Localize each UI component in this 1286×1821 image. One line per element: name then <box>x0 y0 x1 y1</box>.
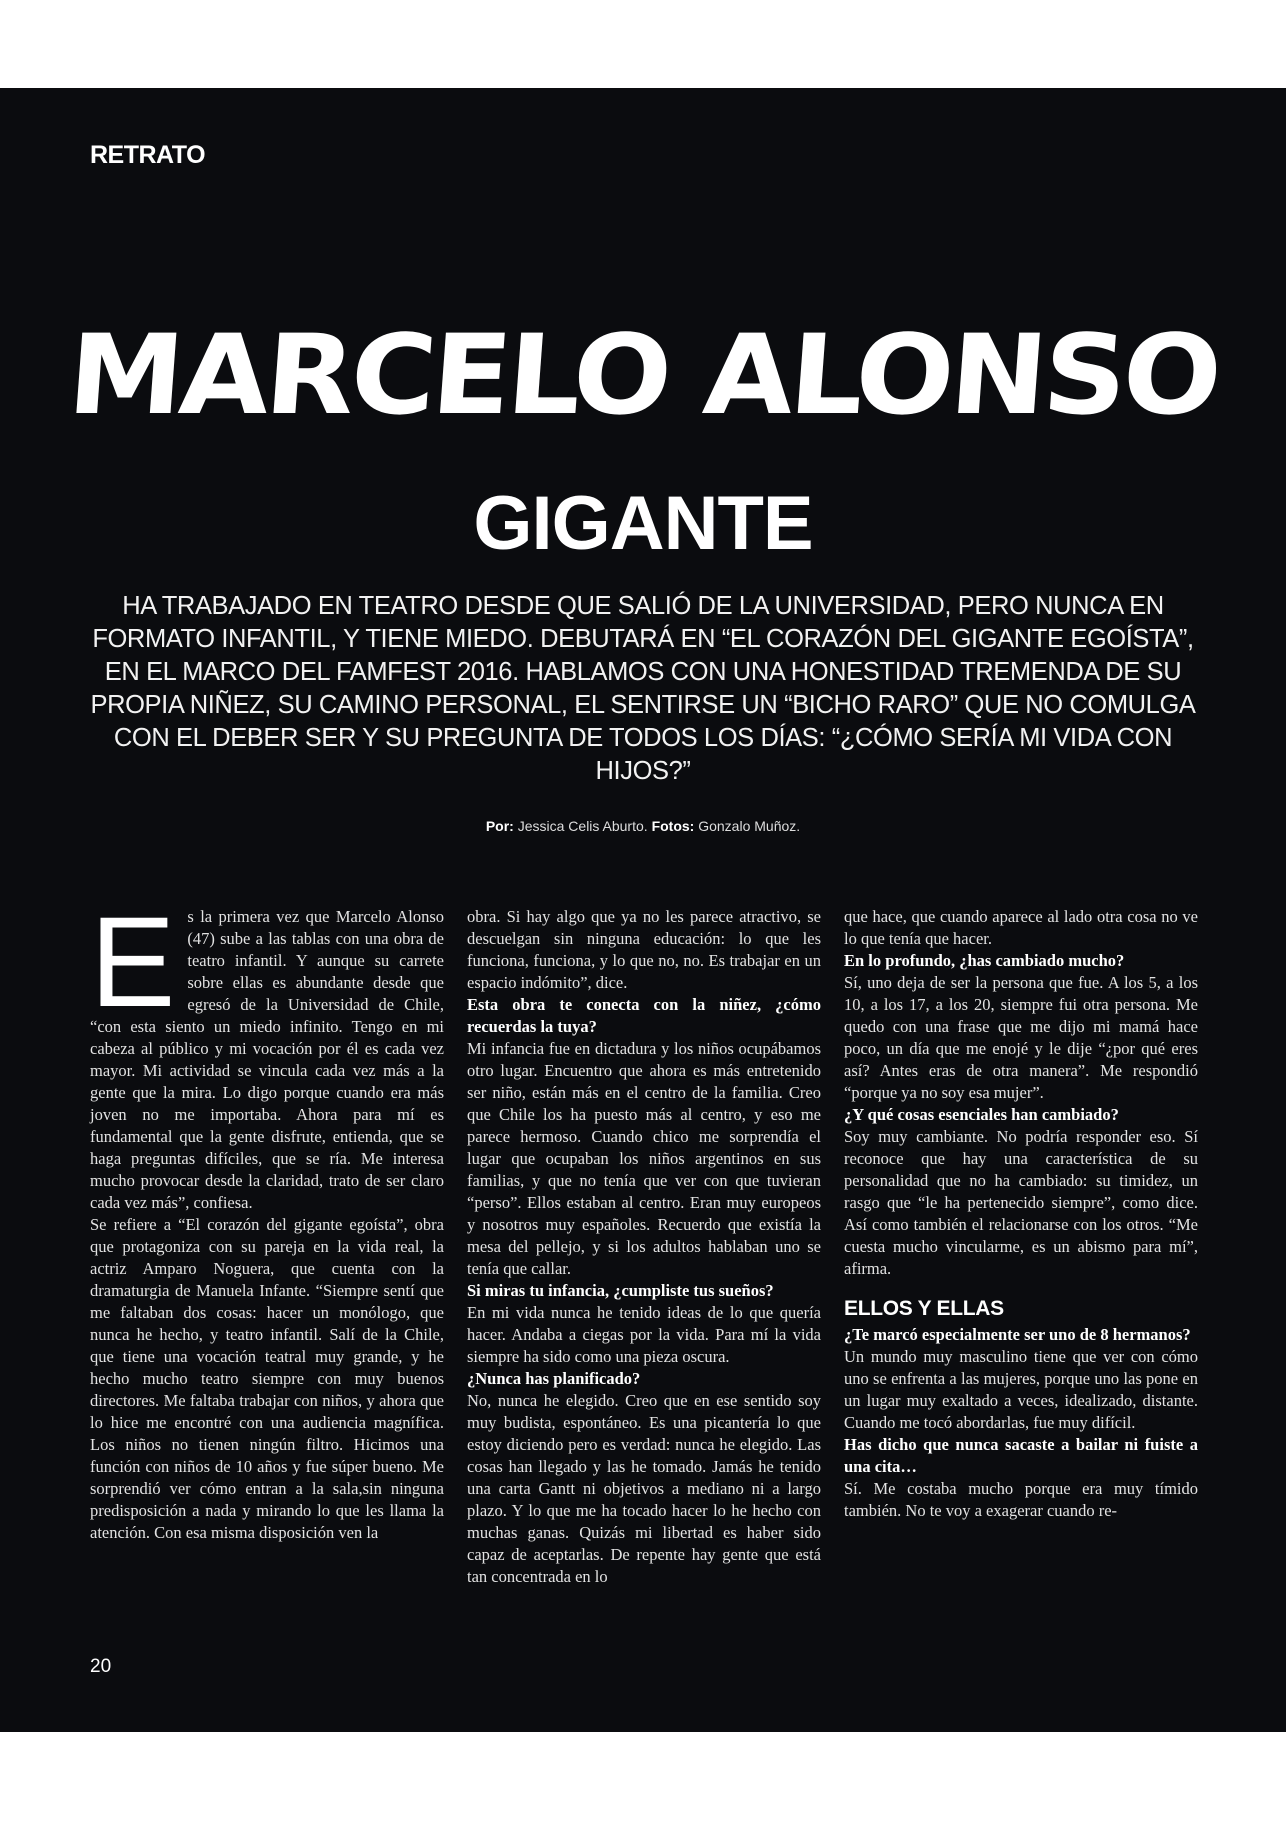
interview-question: ¿Nunca has planificado? <box>467 1369 641 1388</box>
interview-answer: Mi infancia fue en dictadura y los niños ocupábamos otro lugar. Encuentro que ahora es más entretenido ser niño, están más en el centro de la familia. Creo que Chile los ha puesto más al centro, y eso me parece hermoso. Cuando chico me sorprendía el lugar que ocupaban los niños argentinos en sus familias, y que no tenía que ver con que tuvieran “perso”. Ellos estaban al centro. Eran muy europeos y nosotros muy españoles. Recuerdo que existía la mesa del pellejo, y si los adultos hablaban uno se tenía que callar. <box>467 1039 821 1278</box>
byline <box>0 818 1286 834</box>
interview-question: ¿Te marcó especialmente ser uno de 8 hermanos? <box>844 1325 1191 1344</box>
byline-photo-label: Fotos: <box>651 818 695 834</box>
interview-question: Has dicho que nunca sacaste a bailar ni fuiste a una cita… <box>844 1435 1198 1476</box>
text-column-2 <box>467 906 821 1588</box>
paragraph: obra. Si hay algo que ya no les parece atractivo, se descuelgan sin ninguna educación: lo que les funciona, funciona, y lo que no, no. Es trabajar en un espacio indómito”, dice. <box>467 907 821 992</box>
interview-answer: No, nunca he elegido. Creo que en ese sentido soy muy budista, espontáneo. Es una picantería lo que estoy diciendo pero es verdad: nunca he elegido. Las cosas han llegado y las he tomado. Jamás he tenido una carta Gantt ni objetivos a mediano ni a largo plazo. Y lo que me ha tocado hacer lo he hecho con muchas ganas. Quizás mi libertad es haber sido capaz de aceptarlas. De repente hay gente que está tan concentrada en lo <box>467 1391 821 1586</box>
article-panel <box>0 88 1286 1732</box>
text-column-3 <box>844 906 1198 1522</box>
byline-author: Jessica Celis Aburto. <box>517 818 648 834</box>
article-subtitle: GIGANTE <box>473 481 813 566</box>
paragraph: Se refiere a “El corazón del gigante egoísta”, obra que protagoniza con su pareja en la vida real, la actriz Amparo Noguera, que cuenta con la dramaturgia de Manuela Infante. “Siempre sentí que me faltaban dos cosas: hacer un monólogo, que nunca he hecho, y teatro infantil. Salí de la Chile, que tiene una vocación teatral muy grande, y he hecho mucho teatro siempre con muy buenos directores. Me faltaba trabajar con niños, y ahora que lo hice me encontré con una audiencia magnífica. Los niños no tienen ningún filtro. Hicimos una función con niños de 10 años y fue súper bueno. Me sorprendió ver cómo entran a la sala,sin ninguna predisposición a nada y mirando lo que les llama la atención. Con esa misma disposición ven la <box>90 1215 444 1542</box>
interview-answer: En mi vida nunca he tenido ideas de lo que quería hacer. Andaba a ciegas por la vida. Para mí la vida siempre ha sido como una pieza oscura. <box>467 1303 821 1366</box>
byline-author-label: Por: <box>485 818 514 834</box>
interview-question: ¿Y qué cosas esenciales han cambiado? <box>844 1105 1119 1124</box>
interview-question: En lo profundo, ¿has cambiado mucho? <box>844 951 1125 970</box>
paragraph: s la primera vez que Marcelo Alonso (47) sube a las tablas con una obra de teatro infantil. Y aunque su carrete sobre ellas es abundante desde que egresó de la Universidad de Chile, “con esta siento un miedo infinito. Tengo en mi cabeza al público y mi vocación por él es cada vez mayor. Mi actividad se vincula cada vez más a la gente que la mira. Lo digo porque cuando era más joven no me importaba. Ahora para mí es fundamental que la gente disfrute, entienda, que se haga preguntas difíciles, que se ría. Me interesa mucho provocar desde la claridad, trato de ser claro cada vez más”, confiesa. <box>90 907 444 1212</box>
interview-question: Si miras tu infancia, ¿cumpliste tus sueños? <box>467 1281 774 1300</box>
drop-cap: E <box>90 891 176 1034</box>
interview-question: Esta obra te conecta con la niñez, ¿cómo recuerdas la tuya? <box>467 995 821 1036</box>
interview-answer: Un mundo muy masculino tiene que ver con cómo uno se enfrenta a las mujeres, porque uno las pone en un lugar muy exaltado a veces, idealizado, distante. Cuando me tocó abordarlas, fue muy difícil. <box>844 1347 1198 1432</box>
page-number: 20 <box>90 1656 112 1677</box>
interview-answer: Soy muy cambiante. No podría responder eso. Sí reconoce que hay una característica de su personalidad que no ha cambiado: su timidez, un rasgo que “le ha pertenecido siempre”, como dice. Así como también el relacionarse con los otros. “Me cuesta mucho vincularme, es un abismo para mí”, afirma. <box>844 1127 1198 1278</box>
interview-answer: Sí. Me costaba mucho porque era muy tímido también. No te voy a exagerar cuando re- <box>844 1479 1198 1520</box>
article-title: MARCELO ALONSO <box>63 311 1223 440</box>
interview-answer: Sí, uno deja de ser la persona que fue. A los 5, a los 10, a los 17, a los 20, siempre fui otra persona. Me quedo con una frase que me dijo mi mamá hace poco, un día que me enojé y le dije “¿por qué eres así? Antes eras de otra manera”. Me respondió “porque ya no soy esa mujer”. <box>844 973 1198 1102</box>
byline-photographer: Gonzalo Muñoz. <box>698 818 801 834</box>
section-label: RETRATO <box>90 141 206 169</box>
section-subhead: ELLOS Y ELLAS <box>844 1297 1004 1320</box>
paragraph: que hace, que cuando aparece al lado otra cosa no ve lo que tenía que hacer. <box>844 907 1198 948</box>
article-lede: HA TRABAJADO EN TEATRO DESDE QUE SALIÓ DE LA UNIVERSIDAD, PERO NUNCA EN FORMATO INFANTIL, Y TIENE MIEDO. DEBUTARÁ EN “EL CORAZÓN DEL GIGANTE EGOÍSTA”, EN EL MARCO DEL FAMFEST 2016. HABLAMOS CON UNA HONESTIDAD TREMENDA DE SU PROPIA NIÑEZ, SU CAMINO PERSONAL, EL SENTIRSE UN “BICHO RARO” QUE NO COMULGA CON EL DEBER SER Y SU PREGUNTA DE TODOS LOS DÍAS: “¿CÓMO SERÍA MI VIDA CON HIJOS?” <box>90 592 1196 785</box>
text-column-1 <box>90 891 444 1544</box>
